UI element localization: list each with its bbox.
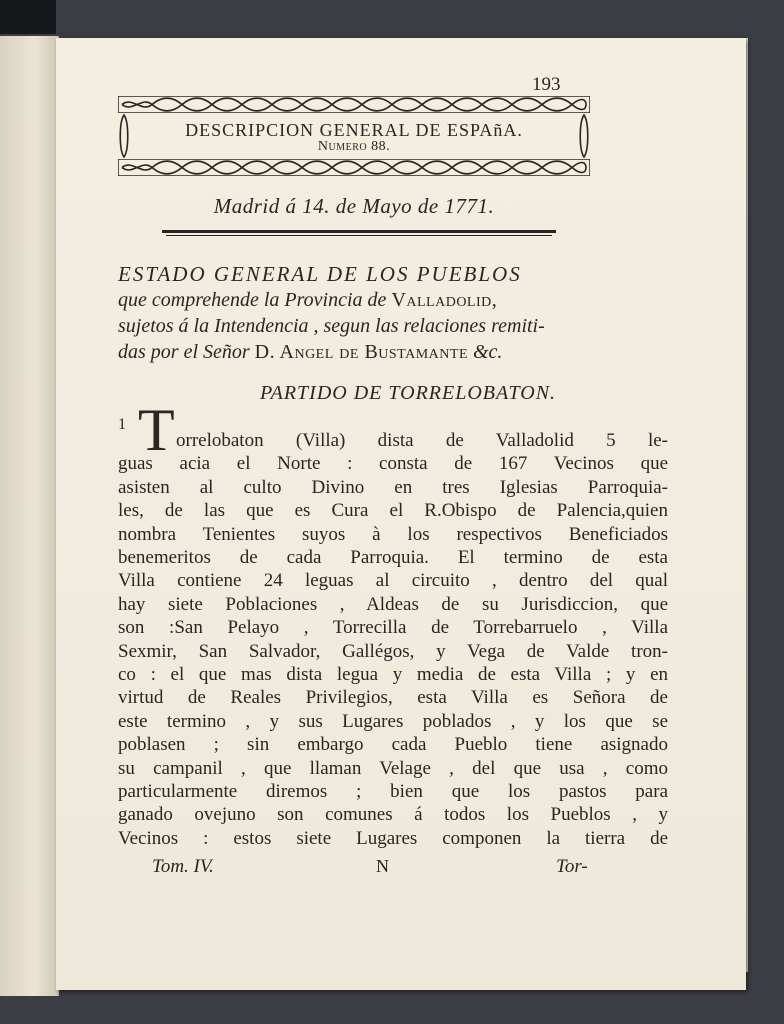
body-line: poblasen ; sin embargo cada Pueblo tiene asignado [118, 734, 668, 756]
page-number: 193 [532, 74, 561, 95]
body-line: particularmente diremos ; bien que los pastos para [118, 781, 668, 802]
body-line: virtud de Reales Privilegios, esta Villa es Señora de [118, 687, 668, 709]
body-line: benemeritos de cada Parroquia. El termino de esta [118, 547, 668, 568]
article-heading-line-2: que comprehende la Provincia de Valladolid, [118, 289, 498, 311]
dateline: Madrid á 14. de Mayo de 1771. [213, 194, 495, 218]
article-heading-line-4: das por el Señor D. Angel de Bustamante &c. [118, 341, 503, 363]
issue-number: Numero 88. [317, 139, 391, 154]
body-line: su campanil , que llaman Velage , del que usa , como [118, 757, 668, 779]
signature-mark: N [376, 856, 389, 876]
ornament-band-top-icon [118, 96, 590, 113]
volume-mark: Tom. IV. [152, 856, 214, 877]
catchword: Tor- [556, 856, 588, 877]
body-line: Vecinos : estos siete Lugares componen la tierra de [118, 827, 668, 849]
ornament-band-bottom-icon [118, 159, 590, 176]
book-page [56, 38, 746, 990]
scan-background-corner [0, 0, 56, 34]
article-heading-line-3: sujetos á la Intendencia , segun las relaciones remiti- [118, 315, 545, 337]
body-line: nombra Tenientes suyos à los respectivos Beneficiados [118, 523, 668, 545]
body-line: hay siete Poblaciones , Aldeas de su Jurisdiccion, que [118, 593, 668, 615]
body-line: orrelobaton (Villa) dista de Valladolid 5 le- [176, 430, 668, 451]
drop-cap: T [138, 397, 175, 463]
divider-rule-thin [166, 235, 552, 236]
section-title: PARTIDO DE TORRELOBATON. [259, 382, 557, 404]
facing-page-edge [0, 36, 59, 996]
series-title: DESCRIPCION GENERAL DE ESPAñA. [185, 120, 523, 140]
body-line: les, de las que es Cura el R.Obispo de Palencia,quien [118, 500, 668, 522]
paragraph-number: 1 [118, 416, 126, 433]
body-line: Sexmir, San Salvador, Gallégos, y Vega de Valde tron- [118, 640, 668, 662]
article-heading-line-1: ESTADO GENERAL DE LOS PUEBLOS [118, 262, 522, 286]
body-line: son :San Pelayo , Torrecilla de Torrebarruelo , Villa [118, 617, 668, 639]
body-line: asisten al culto Divino en tres Iglesias Parroquia- [118, 476, 668, 498]
divider-rule [162, 230, 556, 233]
body-line: ganado ovejuno son comunes á todos los Pueblos , y [118, 804, 668, 826]
body-line: co : el que mas dista legua y media de esta Villa ; y en [118, 664, 668, 685]
body-line: Villa contiene 24 leguas al circuito , dentro del qual [118, 570, 668, 592]
body-line: guas acia el Norte : consta de 167 Vecinos que [118, 453, 668, 475]
body-line: este termino , y sus Lugares poblados , y los que se [118, 710, 668, 732]
